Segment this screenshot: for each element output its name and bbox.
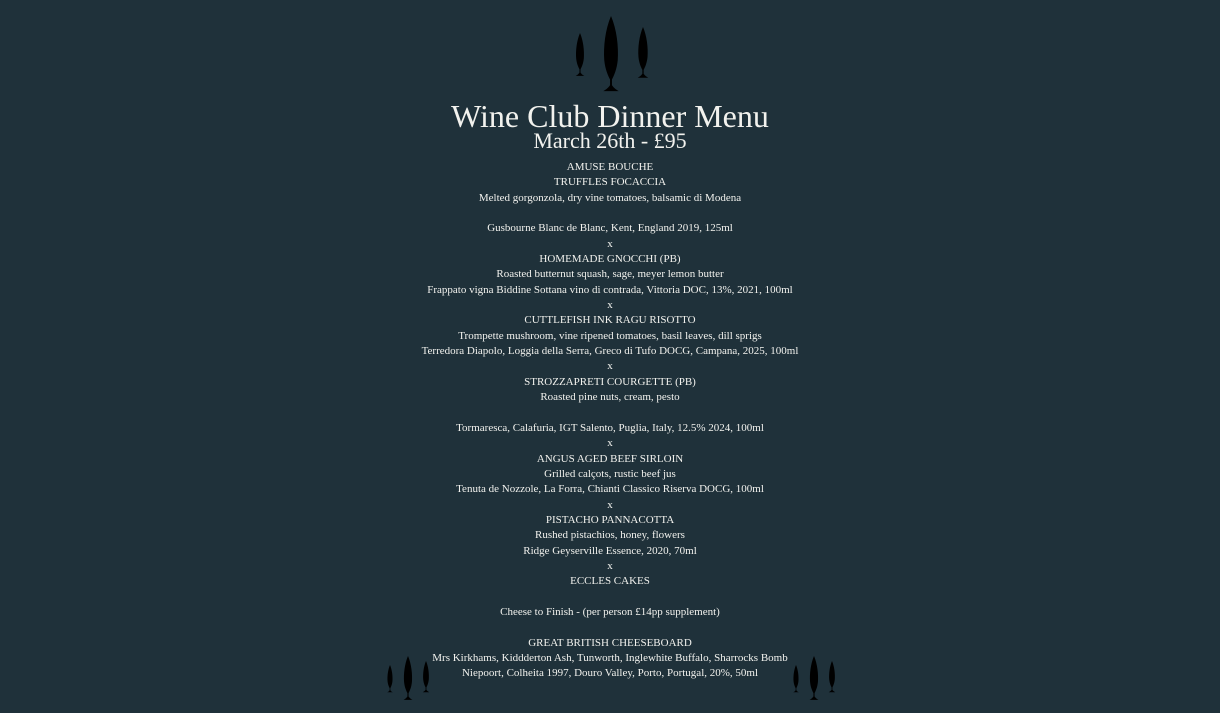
menu-line: Tenuta de Nozzole, La Forra, Chianti Classico Riserva DOCG, 100ml: [456, 483, 764, 496]
menu-line: TRUFFLES FOCACCIA: [553, 176, 667, 189]
course-separator: x: [607, 437, 613, 450]
blank-line: [0, 406, 1220, 421]
menu-line: Cheese to Finish - (per person £14pp supplement): [500, 605, 720, 618]
menu-line: Grilled calçots, rustic beef jus: [544, 467, 676, 480]
menu-line: CUTTLEFISH INK RAGU RISOTTO: [524, 314, 696, 327]
course-separator: x: [607, 559, 613, 572]
page-subtitle: March 26th - £95: [533, 128, 687, 153]
course-separator: x: [607, 498, 613, 511]
course-separator: x: [607, 360, 613, 373]
menu-line: Gusbourne Blanc de Blanc, Kent, England 2019, 125ml: [487, 222, 733, 235]
menu-line: PISTACHO PANNACOTTA: [545, 513, 675, 526]
menu-line: Rushed pistachios, honey, flowers: [535, 529, 685, 542]
menu-line: Ridge Geyserville Essence, 2020, 70ml: [523, 544, 697, 557]
menu-line: Trompette mushroom, vine ripened tomatoes, basil leaves, dill sprigs: [458, 329, 762, 342]
menu-line: Terredora Diapolo, Loggia della Serra, Greco di Tufo DOCG, Campana, 2025, 100ml: [421, 345, 799, 358]
course-separator: x: [607, 299, 613, 312]
page-title: Wine Club Dinner Menu: [451, 98, 769, 134]
menu-line: Tormaresca, Calafuria, IGT Salento, Puglia, Italy, 12.5% 2024, 100ml: [456, 421, 764, 434]
menu-line: ANGUS AGED BEEF SIRLOIN: [536, 452, 684, 465]
menu-line: HOMEMADE GNOCCHI (PB): [539, 253, 681, 266]
blank-line: [0, 590, 1220, 605]
wine-glass-icon: [601, 16, 621, 93]
menu-line: AMUSE BOUCHE: [566, 161, 654, 173]
menu-line: GREAT BRITISH CHEESEBOARD: [528, 636, 692, 649]
menu-list: [0, 160, 1220, 682]
menu-line: Frappato vigna Biddine Sottana vino di contrada, Vittoria DOC, 13%, 2021, 100ml: [427, 283, 793, 296]
wine-glass-icon: [571, 33, 589, 77]
course-separator: x: [607, 237, 613, 250]
menu-line: Niepoort, Colheita 1997, Douro Valley, Porto, Portugal, 20%, 50ml: [461, 667, 759, 680]
menu-line: Roasted pine nuts, cream, pesto: [540, 391, 680, 404]
menu-line: Mrs Kirkhams, Kiddderton Ash, Tunworth, Inglewhite Buffalo, Sharrocks Bomb: [432, 652, 788, 664]
menu-line: STROZZAPRETI COURGETTE (PB): [524, 375, 696, 388]
menu-line: Melted gorgonzola, dry vine tomatoes, balsamic di Modena: [478, 191, 742, 204]
blank-line: [0, 206, 1220, 221]
menu-line: ECCLES CAKES: [570, 575, 650, 588]
menu-line: Roasted butternut squash, sage, meyer lemon butter: [496, 268, 724, 281]
blank-line: [0, 620, 1220, 635]
wine-glass-icon: [635, 27, 651, 79]
